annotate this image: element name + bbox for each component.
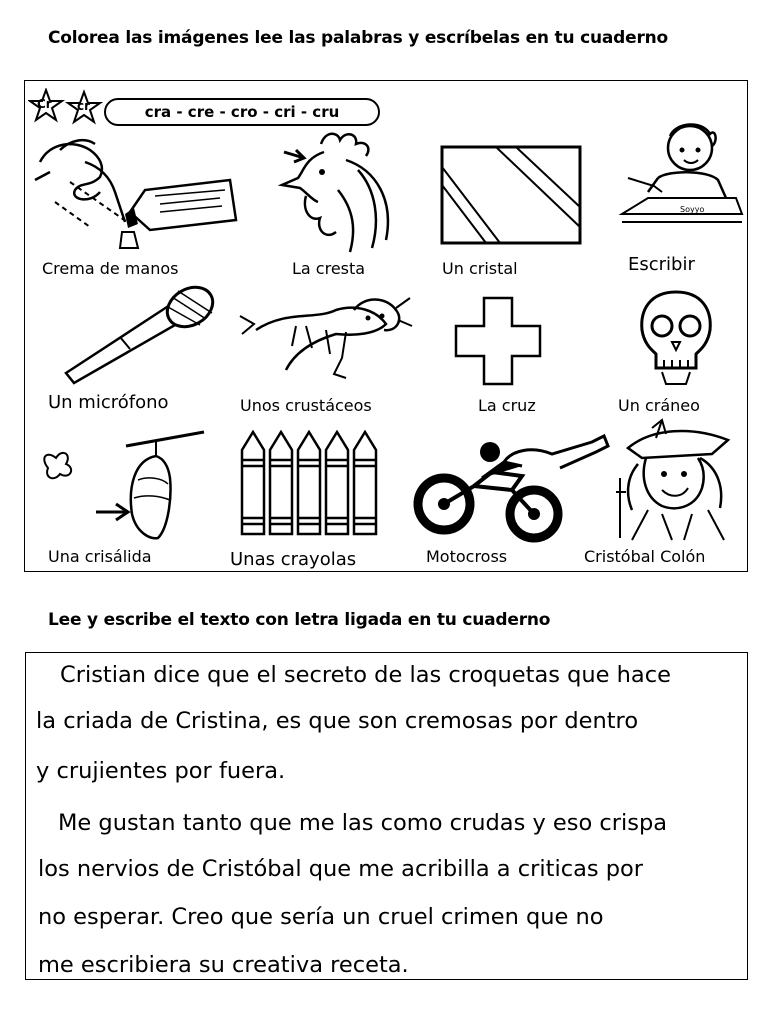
badge-left-text: Cr [37,97,52,111]
syllable-banner: cra - cre - cro - cri - cru [104,98,380,126]
crustaceans-icon [236,290,416,390]
chrysalis-icon [36,428,208,546]
skull-icon [636,288,716,388]
microphone-icon [60,285,220,390]
caption-craneo: Un cráneo [618,396,700,415]
cr-badge [28,88,106,128]
rooster-head-icon [276,130,406,255]
caption-crisalida: Una crisálida [48,547,152,566]
caption-crema: Crema de manos [42,259,179,278]
columbus-icon [612,418,746,542]
paper-text: Soyyo [680,205,705,214]
caption-crayolas: Unas crayolas [230,549,357,570]
cream-tube-hands-icon [30,132,240,252]
reading-line: no esperar. Creo que sería un cruel crimen que no [38,904,604,930]
reading-line: Cristian dice que el secreto de las croquetas que hace [60,662,671,688]
reading-line: y crujientes por fuera. [36,758,286,784]
caption-cresta: La cresta [292,259,366,278]
glass-pane-icon [440,145,582,245]
caption-cristal: Un cristal [442,259,518,278]
caption-motocross: Motocross [426,547,508,566]
caption-escribir: Escribir [628,254,695,275]
instruction-coloring: Colorea las imágenes lee las palabras y escríbelas en tu cuaderno [48,28,669,48]
caption-colon: Cristóbal Colón [584,547,706,566]
caption-crustaceos: Unos crustáceos [240,396,372,415]
instruction-writing: Lee y escribe el texto con letra ligada en tu cuaderno [48,610,551,630]
reading-line: me escribiera su creativa receta. [38,952,409,978]
reading-line: Me gustan tanto que me las como crudas y eso crispa [58,810,668,836]
caption-microfono: Un micrófono [48,392,169,413]
child-writing-icon [618,118,750,246]
reading-line: la criada de Cristina, es que son cremosas por dentro [36,708,639,734]
crayons-icon [238,430,386,538]
reading-line: los nervios de Cristóbal que me acribilla a criticas por [38,856,644,882]
caption-cruz: La cruz [478,396,536,415]
motocross-bike-icon [412,432,612,548]
cross-icon [454,296,542,386]
badge-right-text: cr [77,99,91,113]
